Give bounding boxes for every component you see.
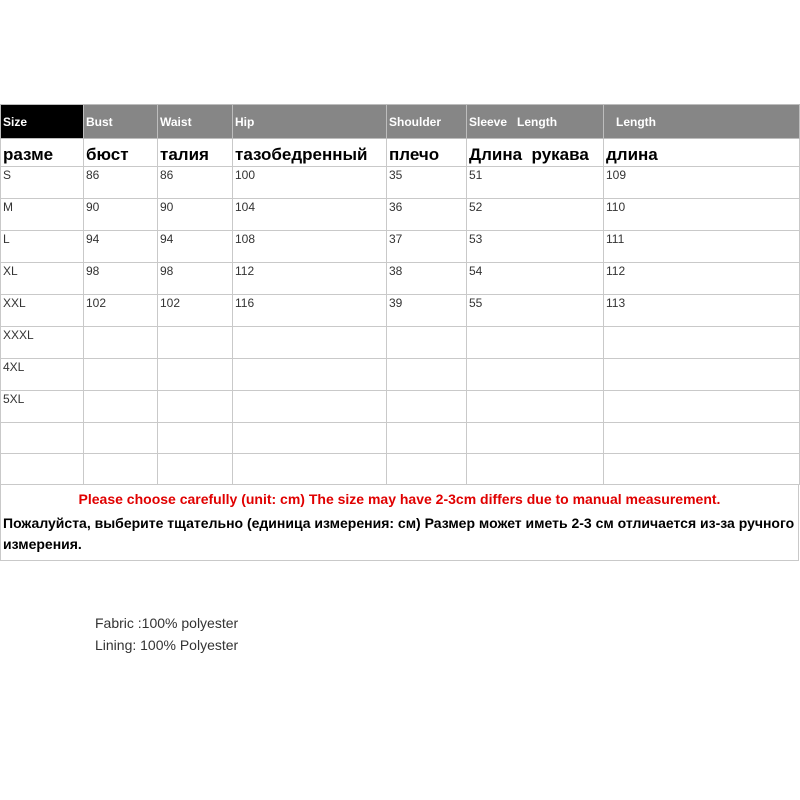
measurement-cell: 102	[158, 295, 233, 327]
table-row	[1, 263, 800, 295]
measurement-cell	[604, 423, 800, 454]
table-row	[1, 454, 800, 485]
measurement-cell	[604, 327, 800, 359]
measurement-cell	[158, 423, 233, 454]
table-row	[1, 295, 800, 327]
header-shoulder: Shoulder	[387, 105, 467, 139]
size-table	[0, 104, 800, 485]
measurement-cell: 86	[158, 167, 233, 199]
header-waist: Waist	[158, 105, 233, 139]
notice-box	[0, 485, 799, 561]
measurement-cell	[467, 454, 604, 485]
table-row	[1, 327, 800, 359]
measurement-cell	[84, 454, 158, 485]
measurement-cell: 100	[233, 167, 387, 199]
header-ru-waist: талия	[158, 139, 233, 167]
size-cell: XXXL	[1, 327, 84, 359]
size-cell: 4XL	[1, 359, 84, 391]
measurement-cell: 98	[158, 263, 233, 295]
header-row	[1, 105, 800, 139]
measurement-cell	[467, 359, 604, 391]
header-hip: Hip	[233, 105, 387, 139]
measurement-cell	[467, 327, 604, 359]
header-ru-size: разме	[1, 139, 84, 167]
header-bust: Bust	[84, 105, 158, 139]
fabric-line: Fabric :100% polyester	[95, 615, 239, 631]
lining-line: Lining: 100% Polyester	[95, 637, 239, 653]
measurement-cell	[233, 359, 387, 391]
measurement-cell: 38	[387, 263, 467, 295]
header-length: Length	[604, 105, 800, 139]
measurement-cell: 112	[604, 263, 800, 295]
measurement-cell	[604, 359, 800, 391]
measurement-cell: 116	[233, 295, 387, 327]
measurement-cell	[84, 423, 158, 454]
size-cell	[1, 423, 84, 454]
measurement-cell: 90	[158, 199, 233, 231]
table-row	[1, 391, 800, 423]
measurement-cell	[387, 454, 467, 485]
measurement-cell	[387, 391, 467, 423]
measurement-cell	[158, 391, 233, 423]
measurement-cell: 86	[84, 167, 158, 199]
header-ru-hip: тазобедренный	[233, 139, 387, 167]
size-cell: XXL	[1, 295, 84, 327]
header-ru-sleeve-length: Длина рукава	[467, 139, 604, 167]
header-sleeve-length: Sleeve Length	[467, 105, 604, 139]
measurement-cell: 98	[84, 263, 158, 295]
measurement-cell: 108	[233, 231, 387, 263]
measurement-cell	[387, 423, 467, 454]
header-ru-length: длина	[604, 139, 800, 167]
measurement-cell	[604, 454, 800, 485]
size-cell: 5XL	[1, 391, 84, 423]
header-size: Size	[1, 105, 84, 139]
measurement-cell	[158, 454, 233, 485]
size-cell	[1, 454, 84, 485]
size-cell: XL	[1, 263, 84, 295]
measurement-cell	[467, 391, 604, 423]
measurement-cell	[387, 359, 467, 391]
measurement-cell: 36	[387, 199, 467, 231]
header-ru-bust: бюст	[84, 139, 158, 167]
measurement-cell: 104	[233, 199, 387, 231]
notice-russian: Пожалуйста, выберите тщательно (единица измерения: см) Размер может иметь 2-3 см отличается из-за ручного измерения.	[3, 515, 795, 552]
measurement-cell: 54	[467, 263, 604, 295]
measurement-cell: 111	[604, 231, 800, 263]
measurement-cell	[233, 327, 387, 359]
measurement-cell: 94	[84, 231, 158, 263]
header-ru-shoulder: плечо	[387, 139, 467, 167]
measurement-cell: 94	[158, 231, 233, 263]
measurement-cell	[158, 327, 233, 359]
size-cell: S	[1, 167, 84, 199]
measurement-cell: 39	[387, 295, 467, 327]
measurement-cell: 53	[467, 231, 604, 263]
measurement-cell	[158, 359, 233, 391]
measurement-cell: 112	[233, 263, 387, 295]
measurement-cell: 51	[467, 167, 604, 199]
measurement-cell	[387, 327, 467, 359]
fabric-info	[95, 612, 238, 656]
table-row	[1, 359, 800, 391]
measurement-cell: 55	[467, 295, 604, 327]
table-row	[1, 199, 800, 231]
size-chart	[0, 104, 799, 561]
measurement-cell: 109	[604, 167, 800, 199]
table-row	[1, 167, 800, 199]
measurement-cell	[233, 454, 387, 485]
measurement-cell	[84, 327, 158, 359]
measurement-cell	[467, 423, 604, 454]
measurement-cell: 102	[84, 295, 158, 327]
measurement-cell: 52	[467, 199, 604, 231]
measurement-cell	[84, 391, 158, 423]
table-row	[1, 423, 800, 454]
size-cell: L	[1, 231, 84, 263]
measurement-cell: 110	[604, 199, 800, 231]
measurement-cell: 113	[604, 295, 800, 327]
measurement-cell	[233, 423, 387, 454]
measurement-cell: 35	[387, 167, 467, 199]
table-row	[1, 231, 800, 263]
measurement-cell	[604, 391, 800, 423]
measurement-cell	[233, 391, 387, 423]
notice-english: Please choose carefully (unit: cm) The size may have 2-3cm differs due to manual measurement.	[78, 491, 721, 507]
measurement-cell: 37	[387, 231, 467, 263]
header-row-ru	[1, 139, 800, 167]
measurement-cell	[84, 359, 158, 391]
measurement-cell: 90	[84, 199, 158, 231]
size-cell: M	[1, 199, 84, 231]
